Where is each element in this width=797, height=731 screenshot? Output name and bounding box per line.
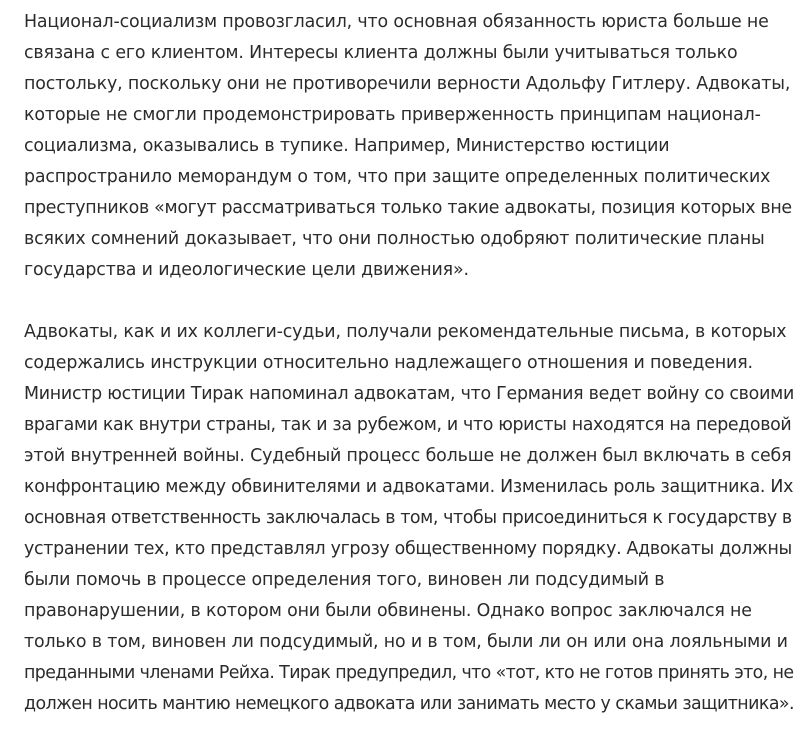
text-line: постольку, поскольку они не противоречили верности Адольфу Гитлеру. Адвокаты, [24, 74, 791, 94]
text-line: только в том, виновен ли подсудимый, но и в том, были ли он или она лояльными и [24, 632, 788, 652]
text-line: основная ответственность заключалась в том, чтобы присоединиться к государству в [24, 508, 792, 528]
paragraph-2 [24, 317, 794, 720]
text-line: распространило меморандум о том, что при защите определенных политических [24, 167, 771, 187]
text-line: государства и идеологические цели движения». [24, 260, 469, 280]
text-line: должен носить мантию немецкого адвоката или занимать место у скамьи защитника». [24, 694, 794, 714]
text-line: которые не смогли продемонстрировать приверженность принципам национал- [24, 105, 761, 125]
text-line: связана с его клиентом. Интересы клиента должны были учитываться только [24, 43, 738, 63]
text-line: Национал-социализм провозгласил, что основная обязанность юриста больше не [24, 12, 769, 32]
text-line: правонарушении, в котором они были обвинены. Однако вопрос заключался не [24, 601, 752, 621]
text-line: всяких сомнений доказывает, что они полностью одобряют политические планы [24, 229, 765, 249]
text-line: Министр юстиции Тирак напоминал адвокатам, что Германия ведет войну со своими [24, 384, 795, 404]
text-line: устранении тех, кто представлял угрозу общественному порядку. Адвокаты должны [24, 539, 792, 559]
paragraph-1 [24, 7, 794, 286]
text-line: врагами как внутри страны, так и за рубежом, и что юристы находятся на передовой [24, 415, 792, 435]
text-line: содержались инструкции относительно надлежащего отношения и поведения. [24, 353, 753, 373]
text-line: социализма, оказывались в тупике. Например, Министерство юстиции [24, 136, 670, 156]
text-line: были помочь в процессе определения того, виновен ли подсудимый в [24, 570, 665, 590]
text-line: преступников «могут рассматриваться только такие адвокаты, позиция которых вне [24, 198, 792, 218]
text-line: преданными членами Рейха. Тирак предупредил, что «тот, кто не готов принять это, не [24, 663, 794, 683]
text-line: Адвокаты, как и их коллеги-судьи, получали рекомендательные письма, в которых [24, 322, 787, 342]
article-body [24, 7, 794, 720]
text-line: конфронтацию между обвинителями и адвокатами. Изменилась роль защитника. Их [24, 477, 794, 497]
text-line: этой внутренней войны. Судебный процесс больше не должен был включать в себя [24, 446, 792, 466]
